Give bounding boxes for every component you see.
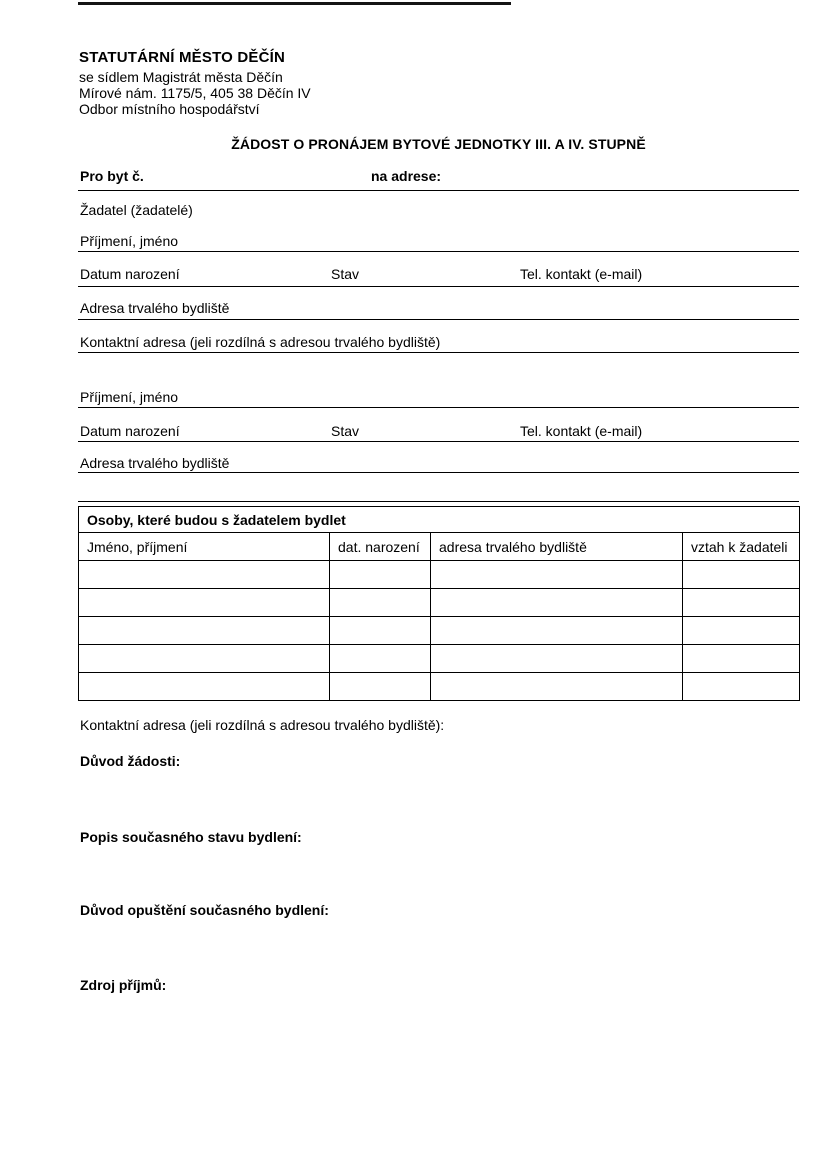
name-label: Příjmení, jméno: [80, 389, 179, 405]
applicant1-name-field-line: [78, 233, 799, 252]
table-cell: [431, 617, 683, 645]
table-cell: [683, 645, 800, 673]
table-cell: [330, 645, 431, 673]
applicant2-birth-status-phone-field-line: [78, 423, 799, 442]
applicant-section-heading: Žadatel (žadatelé): [80, 202, 193, 218]
address-label: na adrese:: [371, 168, 442, 184]
org-name: STATUTÁRNÍ MĚSTO DĚČÍN: [79, 49, 286, 66]
table-cell: [431, 673, 683, 701]
table-cell: [330, 617, 431, 645]
contact-address-section-label: Kontaktní adresa (jeli rozdílná s adresou trvalého bydliště):: [80, 717, 445, 733]
table-caption-row: [79, 507, 800, 533]
table-cell: [683, 673, 800, 701]
table-cell: [330, 673, 431, 701]
flat-number-label: Pro byt č.: [80, 168, 144, 184]
birth-date-label: Datum narození: [80, 266, 180, 282]
name-label: Příjmení, jméno: [80, 233, 179, 249]
request-reason-section-label: Důvod žádosti:: [80, 753, 181, 769]
table-cell: [79, 561, 330, 589]
income-source-section-label: Zdroj příjmů:: [80, 977, 167, 993]
permanent-address-label: Adresa trvalého bydliště: [80, 455, 230, 471]
table-row: [79, 673, 800, 701]
table-row: [79, 645, 800, 673]
table-top-rule: [78, 501, 799, 502]
table-cell: [330, 589, 431, 617]
permanent-address-label: Adresa trvalého bydliště: [80, 300, 230, 316]
contact-address-label: Kontaktní adresa (jeli rozdílná s adresou trvalého bydliště): [80, 334, 441, 350]
table-cell: [431, 645, 683, 673]
applicant2-name-field-line: [78, 389, 799, 408]
applicant1-contact-address-field-line: [78, 334, 799, 353]
flat-address-field-line: [78, 168, 799, 191]
table-row: [79, 617, 800, 645]
top-rule: [78, 2, 511, 5]
table-header-row: [79, 533, 800, 561]
table-cell: [683, 617, 800, 645]
org-address-line: Mírové nám. 1175/5, 405 38 Děčín IV: [79, 85, 311, 101]
cohabitants-table: [78, 506, 800, 701]
table-caption: Osoby, které budou s žadatelem bydlet: [79, 507, 800, 533]
table-cell: [79, 617, 330, 645]
org-department-line: Odbor místního hospodářství: [79, 101, 260, 117]
table-cell: [330, 561, 431, 589]
table-cell: [79, 589, 330, 617]
column-header-relation: vztah k žadateli: [683, 533, 800, 561]
table-row: [79, 561, 800, 589]
column-header-permanent-address: adresa trvalého bydliště: [431, 533, 683, 561]
table-cell: [79, 673, 330, 701]
applicant1-permanent-address-field-line: [78, 300, 799, 320]
current-housing-section-label: Popis současného stavu bydlení:: [80, 829, 302, 845]
org-header: [79, 50, 311, 117]
column-header-birth-date: dat. narození: [330, 533, 431, 561]
marital-status-label: Stav: [331, 423, 360, 439]
table-cell: [683, 589, 800, 617]
table-body: [79, 561, 800, 701]
applicant2-permanent-address-field-line: [78, 455, 799, 473]
marital-status-label: Stav: [331, 266, 360, 282]
form-title: ŽÁDOST O PRONÁJEM BYTOVÉ JEDNOTKY III. A IV. STUPNĚ: [231, 136, 646, 152]
table-cell: [683, 561, 800, 589]
applicant1-birth-status-phone-field-line: [78, 266, 799, 287]
phone-contact-label: Tel. kontakt (e-mail): [520, 266, 643, 282]
birth-date-label: Datum narození: [80, 423, 180, 439]
column-header-name: Jméno, příjmení: [79, 533, 330, 561]
table-cell: [431, 589, 683, 617]
phone-contact-label: Tel. kontakt (e-mail): [520, 423, 643, 439]
org-seat-line: se sídlem Magistrát města Děčín: [79, 69, 283, 85]
table-cell: [431, 561, 683, 589]
table-cell: [79, 645, 330, 673]
table-row: [79, 589, 800, 617]
leaving-reason-section-label: Důvod opuštění současného bydlení:: [80, 902, 329, 918]
